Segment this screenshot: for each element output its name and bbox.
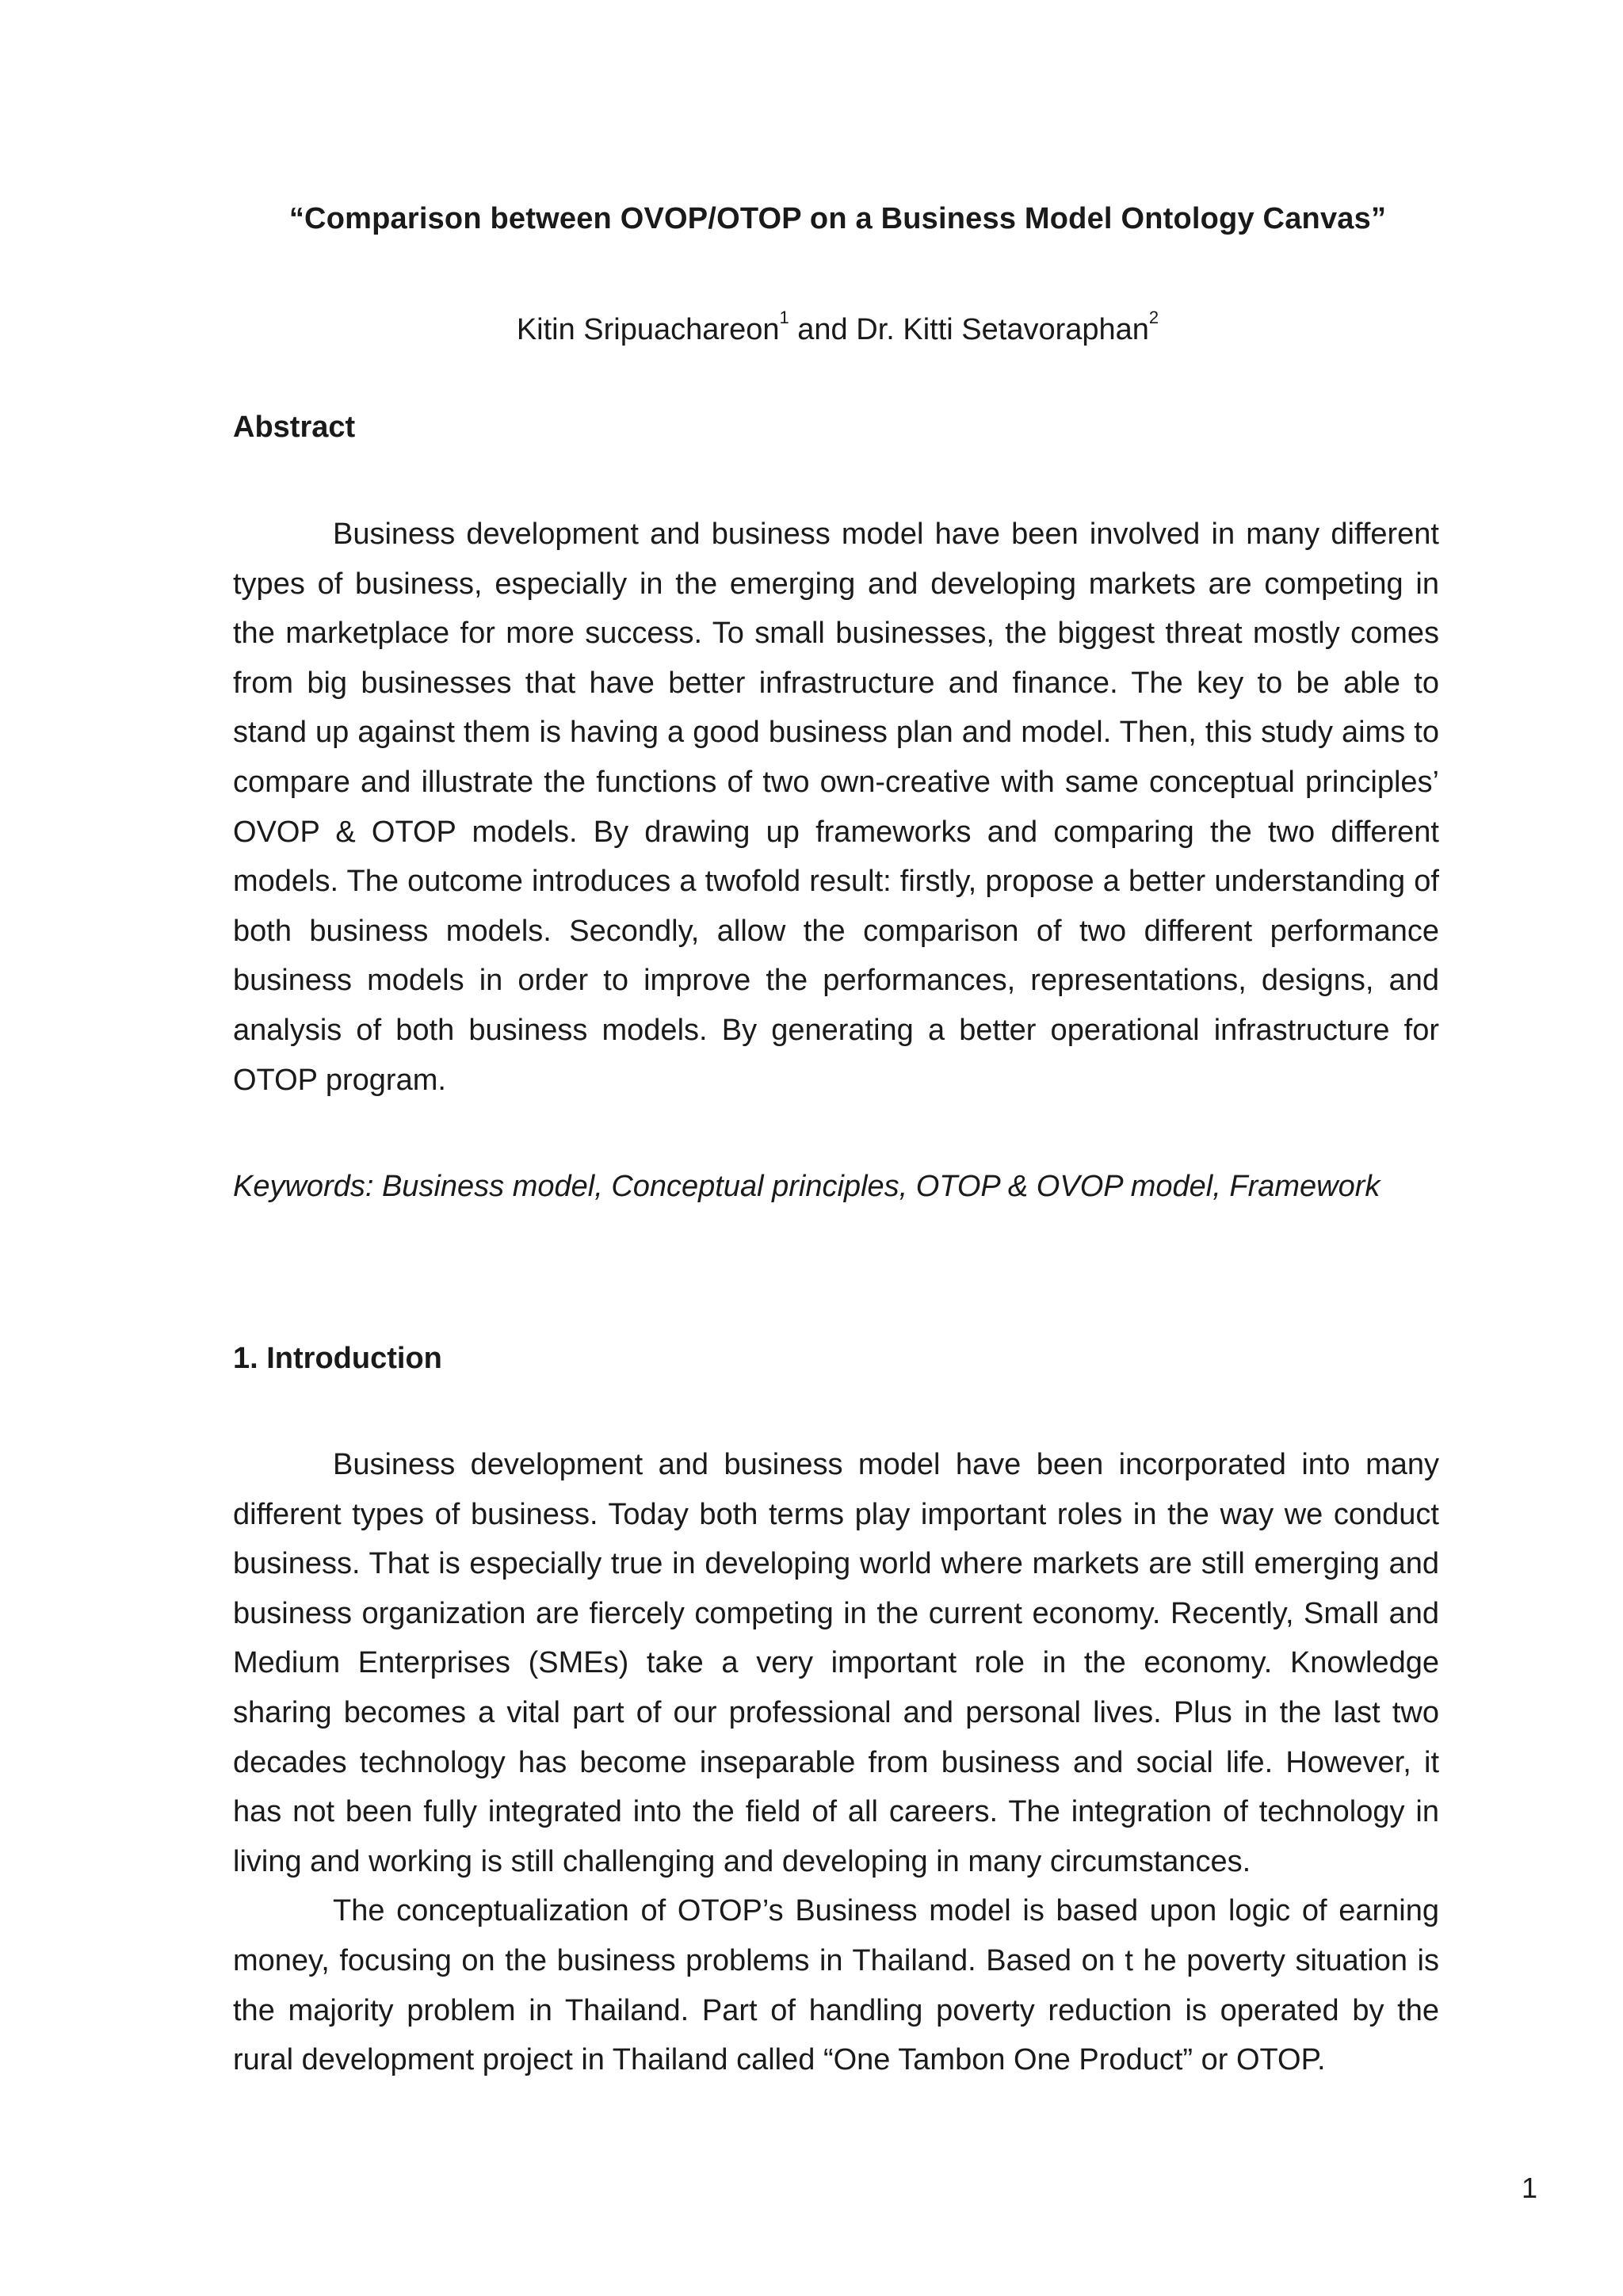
page-number: 1: [1521, 2172, 1537, 2204]
author-1-name: Kitin Sripuachareon: [516, 313, 780, 346]
keywords-line: Keywords: Business model, Conceptual principles, OTOP & OVOP model, Framework: [233, 1170, 1381, 1203]
introduction-paragraph-2: The conceptualization of OTOP’s Business model is based upon logic of earning money, focusing on the business problems in Thailand. Based on t he poverty situation is the majority problem in Thailand. Part of handling poverty reduction is operated by the rural development project in Thailand called “One Tambon One Product” or OTOP.: [233, 1894, 1439, 2077]
author-2-name: Dr. Kitti Setavoraphan: [856, 313, 1149, 346]
paper-title: “Comparison between OVOP/OTOP on a Business Model Ontology Canvas”: [288, 202, 1387, 235]
abstract-text: Business development and business model have been involved in many different types of business, especially in the emerging and developing markets are competing in the marketplace for more success. To small businesses, the biggest threat mostly comes from big businesses that have better infrastructure and finance. The key to be able to stand up against them is having a good business plan and model. Then, this study aims to compare and illustrate the functions of two own-creative with same conceptual principles’ OVOP & OTOP models. By drawing up frameworks and comparing the two different models. The outcome introduces a twofold result: firstly, propose a better understanding of both business models. Secondly, allow the comparison of two different performance business models in order to improve the performances, representations, designs, and analysis of both business models. By generating a better operational infrastructure for OTOP program.: [233, 518, 1439, 1097]
author-line: [233, 308, 1442, 347]
abstract-heading: Abstract: [233, 411, 356, 444]
introduction-heading: 1. Introduction: [233, 1342, 442, 1375]
author-connector: and: [789, 313, 857, 346]
abstract-body: [233, 510, 1439, 1105]
introduction-body: [233, 1440, 1439, 2085]
author-2-affiliation-mark: 2: [1148, 308, 1159, 327]
author-1-affiliation-mark: 1: [779, 308, 789, 327]
introduction-paragraph-1: Business development and business model have been incorporated into many different types of business. Today both terms play important roles in the way we conduct business. That is especially true in developing world where markets are still emerging and business organization are fiercely competing in the current economy. Recently, Small and Medium Enterprises (SMEs) take a very important role in the economy. Knowledge sharing becomes a vital part of our professional and personal lives. Plus in the last two decades technology has become inseparable from business and social life. However, it has not been fully integrated into the field of all careers. The integration of technology in living and working is still challenging and developing in many circumstances.: [233, 1448, 1439, 1878]
